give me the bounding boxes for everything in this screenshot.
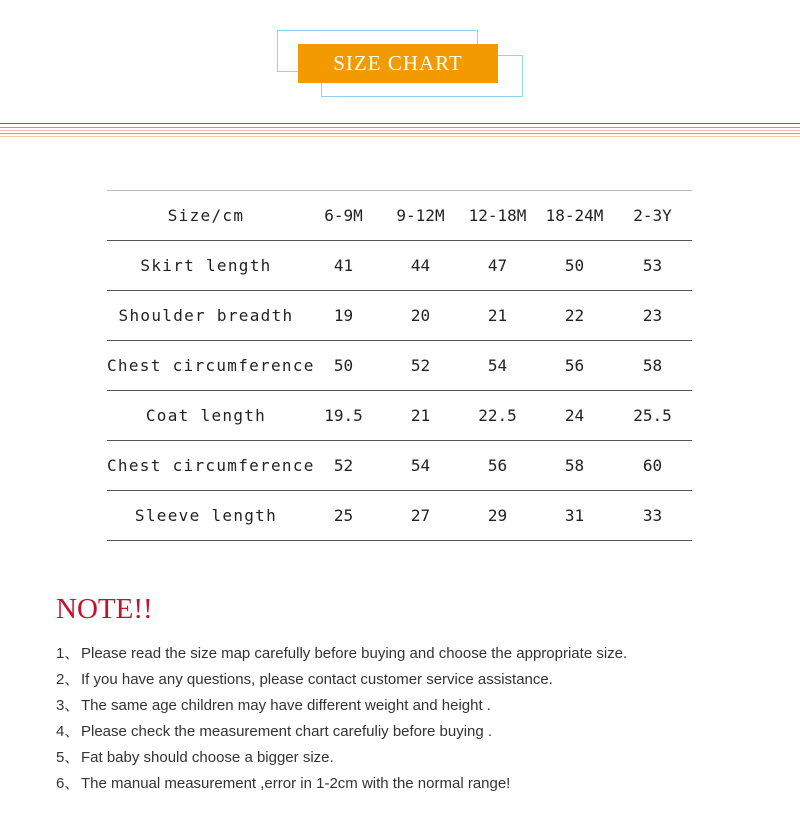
table-row (107, 391, 692, 441)
list-item (56, 693, 627, 719)
table-cell: 21 (382, 391, 459, 441)
list-item (56, 719, 627, 745)
divider-stripe (0, 130, 800, 131)
table-cell: 25.5 (613, 391, 692, 441)
divider-stripe (0, 123, 800, 124)
size-table (107, 190, 692, 541)
note-title: NOTE!! (56, 593, 153, 625)
size-chart-banner (298, 44, 498, 83)
banner-title: SIZE CHART (333, 51, 463, 75)
table-cell: 52 (305, 441, 382, 491)
table-cell: 22 (536, 291, 613, 341)
table-row (107, 341, 692, 391)
notes-list (56, 641, 627, 797)
table-cell: 50 (305, 341, 382, 391)
table-row (107, 241, 692, 291)
table-cell: 50 (536, 241, 613, 291)
list-item (56, 667, 627, 693)
table-cell: 29 (459, 491, 536, 541)
table-cell: 47 (459, 241, 536, 291)
table-cell: 60 (613, 441, 692, 491)
row-label: Chest circumference (107, 441, 305, 491)
table-row (107, 491, 692, 541)
table-cell: 56 (459, 441, 536, 491)
table-cell: 22.5 (459, 391, 536, 441)
row-label: Sleeve length (107, 491, 305, 541)
row-label: Coat length (107, 391, 305, 441)
table-row (107, 441, 692, 491)
note-number: 6、 (56, 775, 80, 792)
table-header-cell: Size/cm (107, 191, 305, 241)
row-label: Skirt length (107, 241, 305, 291)
table-cell: 21 (459, 291, 536, 341)
table-cell: 24 (536, 391, 613, 441)
divider-stripe (0, 136, 800, 137)
note-number: 2、 (56, 671, 80, 688)
note-text: Please read the size map carefully before buying and choose the appropriate size. (81, 645, 628, 662)
table-cell: 20 (382, 291, 459, 341)
table-cell: 54 (459, 341, 536, 391)
table-cell: 25 (305, 491, 382, 541)
list-item (56, 771, 627, 797)
row-label: Chest circumference (107, 341, 305, 391)
list-item (56, 641, 627, 667)
table-header-cell: 2-3Y (613, 191, 692, 241)
table-cell: 53 (613, 241, 692, 291)
table-header-cell: 6-9M (305, 191, 382, 241)
table-header-cell: 9-12M (382, 191, 459, 241)
note-number: 1、 (56, 645, 80, 662)
table-cell: 19.5 (305, 391, 382, 441)
note-text: The manual measurement ,error in 1-2cm with the normal range! (81, 775, 511, 792)
table-header-cell: 18-24M (536, 191, 613, 241)
table-cell: 19 (305, 291, 382, 341)
row-label: Shoulder breadth (107, 291, 305, 341)
divider-stripe (0, 133, 800, 134)
note-text: If you have any questions, please contact customer service assistance. (81, 671, 553, 688)
table-cell: 58 (536, 441, 613, 491)
list-item (56, 745, 627, 771)
table-cell: 56 (536, 341, 613, 391)
table-cell: 52 (382, 341, 459, 391)
divider-stripe (0, 127, 800, 128)
note-number: 3、 (56, 697, 80, 714)
table-cell: 58 (613, 341, 692, 391)
note-text: Fat baby should choose a bigger size. (81, 749, 334, 766)
table-header-cell: 12-18M (459, 191, 536, 241)
note-text: Please check the measurement chart carefuliy before buying . (81, 723, 493, 740)
table-cell: 23 (613, 291, 692, 341)
table-cell: 41 (305, 241, 382, 291)
table-cell: 27 (382, 491, 459, 541)
note-number: 4、 (56, 723, 80, 740)
table-cell: 31 (536, 491, 613, 541)
table-cell: 54 (382, 441, 459, 491)
table-cell: 33 (613, 491, 692, 541)
table-cell: 44 (382, 241, 459, 291)
note-text: The same age children may have different weight and height . (81, 697, 491, 714)
note-number: 5、 (56, 749, 80, 766)
table-row (107, 291, 692, 341)
table-header-row (107, 191, 692, 241)
